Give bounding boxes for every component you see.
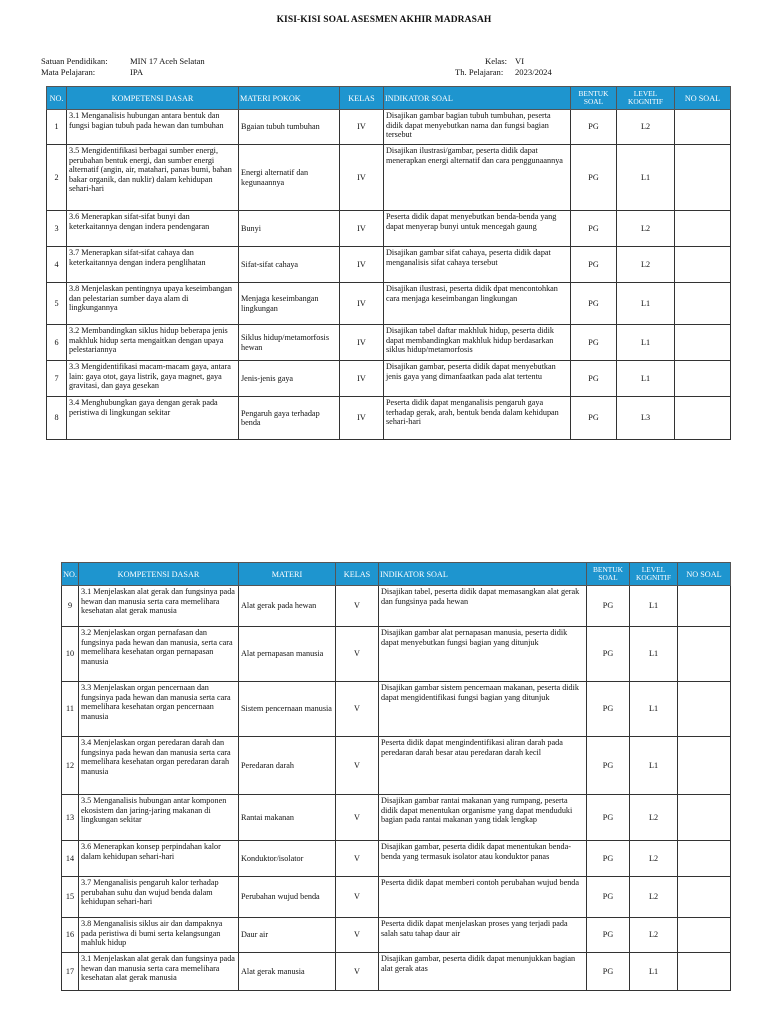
materi-cell: Peredaran darah	[239, 737, 336, 795]
level-kognitif-cell: L2	[617, 110, 675, 145]
row-number: 10	[62, 627, 79, 682]
satuan-value: MIN 17 Aceh Selatan	[130, 56, 205, 66]
bentuk-soal-cell: PG	[571, 397, 617, 440]
no-soal-cell	[678, 795, 731, 841]
indikator-cell: Peserta didik dapat mengindentifikasi aliran darah pada peredaran darah besar atau peredaran darah kecil	[379, 737, 587, 795]
indikator-cell: Disajikan gambar, peserta didik dapat menentukan benda-benda yang termasuk isolator atau konduktor panas	[379, 841, 587, 877]
level-kognitif-cell: L1	[630, 682, 678, 737]
row-number: 16	[62, 918, 79, 953]
no-soal-cell	[678, 841, 731, 877]
header-no-soal: NO SOAL	[675, 87, 731, 110]
bentuk-soal-cell: PG	[587, 953, 630, 991]
materi-cell: Menjaga keseimbangan lingkungan	[239, 283, 340, 325]
indikator-cell: Peserta didik dapat menjelaskan proses yang terjadi pada salah satu tahap daur air	[379, 918, 587, 953]
kelas-cell: IV	[340, 325, 384, 361]
bentuk-soal-cell: PG	[571, 283, 617, 325]
kelas-cell: V	[336, 737, 379, 795]
bentuk-soal-cell: PG	[587, 841, 630, 877]
kompetensi-dasar-cell: 3.2 Membandingkan siklus hidup beberapa jenis makhluk hidup serta mengaitkan dengan upaya pelestariannya	[67, 325, 239, 361]
level-kognitif-cell: L2	[630, 795, 678, 841]
no-soal-cell	[675, 211, 731, 247]
row-number: 7	[47, 361, 67, 397]
kompetensi-dasar-cell: 3.8 Menjelaskan pentingnya upaya keseimbangan dan pelestarian sumber daya alam di lingkungannya	[67, 283, 239, 325]
header-bentuk-soal: BENTUK SOAL	[587, 563, 630, 586]
materi-cell: Sifat-sifat cahaya	[239, 247, 340, 283]
tahun-value: 2023/2024	[515, 67, 552, 77]
level-kognitif-cell: L1	[617, 361, 675, 397]
bentuk-soal-cell: PG	[571, 247, 617, 283]
table-row	[47, 397, 731, 440]
kelas-cell: V	[336, 841, 379, 877]
header-bentuk-soal: BENTUK SOAL	[571, 87, 617, 110]
header-no: NO.	[47, 87, 67, 110]
indikator-cell: Peserta didik dapat menyebutkan benda-benda yang dapat menyerap bunyi untuk mencegah gaung	[384, 211, 571, 247]
no-soal-cell	[678, 918, 731, 953]
no-soal-cell	[675, 397, 731, 440]
no-soal-cell	[675, 110, 731, 145]
header-materi: MATERI	[239, 563, 336, 586]
row-number: 15	[62, 877, 79, 918]
kompetensi-dasar-cell: 3.3 Menjelaskan organ pencernaan dan fungsinya pada hewan dan manusia serta cara memelihara kesehatan organ pencernaan manusia	[79, 682, 239, 737]
kompetensi-dasar-cell: 3.7 Menganalisis pengaruh kalor terhadap perubahan suhu dan wujud benda dalam kehidupan sehari-hari	[79, 877, 239, 918]
kelas-cell: IV	[340, 145, 384, 211]
header-level-kognitif: LEVEL KOGNITIF	[630, 563, 678, 586]
materi-cell: Konduktor/isolator	[239, 841, 336, 877]
no-soal-cell	[678, 586, 731, 627]
kisi-kisi-table-1	[46, 86, 731, 440]
kompetensi-dasar-cell: 3.7 Menerapkan sifat-sifat cahaya dan keterkaitannya dengan indera penglihatan	[67, 247, 239, 283]
bentuk-soal-cell: PG	[571, 361, 617, 397]
table-row	[62, 795, 731, 841]
row-number: 3	[47, 211, 67, 247]
indikator-cell: Disajikan tabel, peserta didik dapat memasangkan alat gerak dan fungsinya pada hewan	[379, 586, 587, 627]
level-kognitif-cell: L3	[617, 397, 675, 440]
bentuk-soal-cell: PG	[571, 145, 617, 211]
kelas-cell: IV	[340, 110, 384, 145]
level-kognitif-cell: L2	[630, 918, 678, 953]
row-number: 13	[62, 795, 79, 841]
table-row	[62, 918, 731, 953]
row-number: 11	[62, 682, 79, 737]
level-kognitif-cell: L2	[617, 247, 675, 283]
bentuk-soal-cell: PG	[571, 110, 617, 145]
table-row	[62, 953, 731, 991]
level-kognitif-cell: L2	[630, 841, 678, 877]
indikator-cell: Disajikan tabel daftar makhluk hidup, peserta didik dapat membandingkan makhluk hidup berdasarkan siklus hidup/metamorfosis	[384, 325, 571, 361]
kelas-cell: IV	[340, 211, 384, 247]
level-kognitif-cell: L1	[630, 953, 678, 991]
no-soal-cell	[678, 877, 731, 918]
indikator-cell: Peserta didik dapat memberi contoh perubahan wujud benda	[379, 877, 587, 918]
satuan-label: Satuan Pendidikan:	[41, 56, 108, 66]
tahun-label: Th. Pelajaran:	[455, 67, 504, 77]
level-kognitif-cell: L1	[630, 627, 678, 682]
bentuk-soal-cell: PG	[571, 211, 617, 247]
materi-cell: Siklus hidup/metamorfosis hewan	[239, 325, 340, 361]
header-no: NO.	[62, 563, 79, 586]
row-number: 12	[62, 737, 79, 795]
level-kognitif-cell: L1	[617, 283, 675, 325]
kompetensi-dasar-cell: 3.1 Menganalisis hubungan antara bentuk dan fungsi bagian tubuh pada hewan dan tumbuhan	[67, 110, 239, 145]
kelas-cell: IV	[340, 283, 384, 325]
materi-cell: Rantai makanan	[239, 795, 336, 841]
bentuk-soal-cell: PG	[587, 795, 630, 841]
bentuk-soal-cell: PG	[587, 877, 630, 918]
kompetensi-dasar-cell: 3.5 Mengidentifikasi berbagai sumber energi, perubahan bentuk energi, dan sumber energi alternatif (angin, air, matahari, panas bumi, bahan bakar organik, dan nuklir) dalam kehidupan sehari-hari	[67, 145, 239, 211]
kompetensi-dasar-cell: 3.4 Menjelaskan organ peredaran darah dan fungsinya pada hewan dan manusia serta cara memelihara kesehatan organ peredaran darah manusia	[79, 737, 239, 795]
kelas-cell: V	[336, 682, 379, 737]
table-row	[62, 627, 731, 682]
kelas-label: Kelas:	[485, 56, 507, 66]
level-kognitif-cell: L1	[630, 737, 678, 795]
bentuk-soal-cell: PG	[587, 918, 630, 953]
kelas-cell: V	[336, 918, 379, 953]
materi-cell: Daur air	[239, 918, 336, 953]
indikator-cell: Disajikan ilustrasi, peserta didik dpat mencontohkan cara menjaga keseimbangan lingkungan	[384, 283, 571, 325]
header-level-kognitif: LEVEL KOGNITIF	[617, 87, 675, 110]
table-row	[47, 325, 731, 361]
table-row	[62, 877, 731, 918]
bentuk-soal-cell: PG	[587, 682, 630, 737]
kelas-cell: IV	[340, 361, 384, 397]
no-soal-cell	[675, 361, 731, 397]
kompetensi-dasar-cell: 3.5 Menganalisis hubungan antar komponen ekosistem dan jaring-jaring makanan di lingkungan sekitar	[79, 795, 239, 841]
kompetensi-dasar-cell: 3.1 Menjelaskan alat gerak dan fungsinya pada hewan dan manusia serta cara memelihara kesehatan alat gerak manusia	[79, 586, 239, 627]
kompetensi-dasar-cell: 3.6 Menerapkan sifat-sifat bunyi dan keterkaitannya dengan indera pendengaran	[67, 211, 239, 247]
row-number: 9	[62, 586, 79, 627]
no-soal-cell	[678, 627, 731, 682]
kompetensi-dasar-cell: 3.1 Menjelaskan alat gerak dan fungsinya pada hewan dan manusia serta cara memelihara kesehatan alat gerak manusia	[79, 953, 239, 991]
indikator-cell: Disajikan gambar, peserta didik dapat menunjukkan bagian alat gerak atas	[379, 953, 587, 991]
level-kognitif-cell: L1	[617, 145, 675, 211]
header-kompetensi-dasar: KOMPETENSI DASAR	[67, 87, 239, 110]
bentuk-soal-cell: PG	[587, 737, 630, 795]
header-indikator-soal: INDIKATOR SOAL	[384, 87, 571, 110]
row-number: 1	[47, 110, 67, 145]
materi-cell: Alat gerak manusia	[239, 953, 336, 991]
row-number: 17	[62, 953, 79, 991]
table-header-row	[47, 87, 731, 110]
kompetensi-dasar-cell: 3.3 Mengidentifikasi macam-macam gaya, antara lain: gaya otot, gaya listrik, gaya magnet, gaya gravitasi, dan gaya gesekan	[67, 361, 239, 397]
header-indikator-soal: INDIKATOR SOAL	[379, 563, 587, 586]
level-kognitif-cell: L1	[630, 586, 678, 627]
row-number: 4	[47, 247, 67, 283]
no-soal-cell	[675, 247, 731, 283]
page-title: KISI-KISI SOAL ASESMEN AKHIR MADRASAH	[276, 15, 492, 25]
no-soal-cell	[675, 325, 731, 361]
kelas-cell: IV	[340, 397, 384, 440]
row-number: 5	[47, 283, 67, 325]
table-header-row	[62, 563, 731, 586]
kelas-cell: IV	[340, 247, 384, 283]
kompetensi-dasar-cell: 3.6 Menerapkan konsep perpindahan kalor dalam kehidupan sehari-hari	[79, 841, 239, 877]
no-soal-cell	[678, 737, 731, 795]
table-row	[62, 682, 731, 737]
kisi-kisi-table-2	[61, 562, 731, 991]
kelas-cell: V	[336, 953, 379, 991]
header-kelas: KELAS	[340, 87, 384, 110]
bentuk-soal-cell: PG	[587, 586, 630, 627]
header-materi-pokok: MATERI POKOK	[239, 87, 340, 110]
materi-cell: Jenis-jenis gaya	[239, 361, 340, 397]
row-number: 14	[62, 841, 79, 877]
kelas-cell: V	[336, 586, 379, 627]
kelas-cell: V	[336, 877, 379, 918]
table-row	[47, 110, 731, 145]
table-row	[47, 247, 731, 283]
row-number: 2	[47, 145, 67, 211]
kelas-cell: V	[336, 795, 379, 841]
mapel-value: IPA	[130, 67, 144, 77]
row-number: 8	[47, 397, 67, 440]
kompetensi-dasar-cell: 3.4 Menghubungkan gaya dengan gerak pada peristiwa di lingkungan sekitar	[67, 397, 239, 440]
level-kognitif-cell: L1	[617, 325, 675, 361]
kelas-value: VI	[515, 56, 525, 66]
materi-cell: Alat gerak pada hewan	[239, 586, 336, 627]
no-soal-cell	[678, 682, 731, 737]
materi-cell: Pengaruh gaya terhadap benda	[239, 397, 340, 440]
header-no-soal: NO SOAL	[678, 563, 731, 586]
table-row	[47, 361, 731, 397]
meta-left	[41, 56, 281, 78]
bentuk-soal-cell: PG	[571, 325, 617, 361]
no-soal-cell	[678, 953, 731, 991]
no-soal-cell	[675, 283, 731, 325]
table-row	[47, 283, 731, 325]
kelas-cell: V	[336, 627, 379, 682]
table-row	[47, 145, 731, 211]
indikator-cell: Disajikan gambar alat pernapasan manusia, peserta didik dapat menyebutkan fungsi bagian yang ditunjuk	[379, 627, 587, 682]
table-row	[62, 737, 731, 795]
materi-cell: Alat pernapasan manusia	[239, 627, 336, 682]
indikator-cell: Peserta didik dapat menganalisis pengaruh gaya terhadap gerak, arah, bentuk benda dalam kehidupan sehari-hari	[384, 397, 571, 440]
no-soal-cell	[675, 145, 731, 211]
kompetensi-dasar-cell: 3.2 Menjelaskan organ pernafasan dan fungsinya pada hewan dan manusia, serta cara memelihara kesehatan organ pernapasan manusia	[79, 627, 239, 682]
materi-cell: Sistem pencernaan manusia	[239, 682, 336, 737]
materi-cell: Energi alternatif dan kegunaannya	[239, 145, 340, 211]
level-kognitif-cell: L2	[630, 877, 678, 918]
header-kelas: KELAS	[336, 563, 379, 586]
table-row	[62, 586, 731, 627]
level-kognitif-cell: L2	[617, 211, 675, 247]
row-number: 6	[47, 325, 67, 361]
materi-cell: Bunyi	[239, 211, 340, 247]
mapel-label: Mata Pelajaran:	[41, 67, 96, 77]
kompetensi-dasar-cell: 3.8 Menganalisis siklus air dan dampaknya pada peristiwa di bumi serta kelangsungan mahluk hidup	[79, 918, 239, 953]
indikator-cell: Disajikan gambar, peserta didik dapat menyebutkan jenis gaya yang dimanfaatkan pada alat tertentu	[384, 361, 571, 397]
table-row	[62, 841, 731, 877]
materi-cell: Perubahan wujud benda	[239, 877, 336, 918]
indikator-cell: Disajikan ilustrasi/gambar, peserta didik dapat menerapkan energi alternatif dan cara penggunaannya	[384, 145, 571, 211]
header-kompetensi-dasar: KOMPETENSI DASAR	[79, 563, 239, 586]
indikator-cell: Disajikan gambar bagian tubuh tumbuhan, peserta didik dapat menyebutkan nama dan fungsi bagian tersebut	[384, 110, 571, 145]
meta-right	[455, 56, 605, 78]
bentuk-soal-cell: PG	[587, 627, 630, 682]
materi-cell: Bgaian tubuh tumbuhan	[239, 110, 340, 145]
table-row	[47, 211, 731, 247]
indikator-cell: Disajikan gambar sifat cahaya, peserta didik dapat menganalisis sifat cahaya tersebut	[384, 247, 571, 283]
indikator-cell: Disajikan gambar rantai makanan yang rumpang, peserta didik dapat menentukan organisme yang dapat menduduki bagian pada rantai makanan yang tidak lengkap	[379, 795, 587, 841]
indikator-cell: Disajikan gambar sistem pencernaan makanan, peserta didik dapat mengidentifikasi fungsi bagian yang ditunjuk	[379, 682, 587, 737]
